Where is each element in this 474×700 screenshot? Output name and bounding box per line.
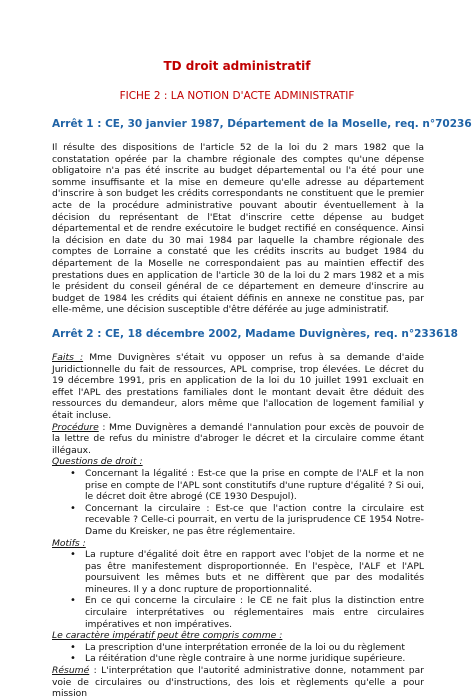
arret-1-body [52, 142, 424, 316]
arret-1-text: Il résulte des dispositions de l'article 52 de la loi du 2 mars 1982 que la constatation opérée par la chambre régionale des comptes qu'une dépense obligatoire n'a pas été inscrite au budget départemental ou l'a été pour une somme insuffisante et la mise en demeure qu'elle adresse au département d'inscrire à son budget les crédits correspondants ne constituent que le premier acte de la procédure administrative pouvant aboutir éventuellement à la décision du représentant de l'Etat d'inscrire cette dépense au budget départemental et de rendre exécutoire le budget rectifié en conséquence. Ainsi la décision en date du 30 mai 1984 par laquelle la chambre régionale des comptes de Lorraine a constaté que les crédits inscrits au budget 1984 du département de la Moselle ne correspondaient pas au maintien effectif des prestations dues en application de l'article 30 de la loi du 2 mars 1982 et a mis le président du conseil général de ce département en demeure d'inscrire au budget de 1984 les crédits qui étaient définis en annexe ne constitue pas, par elle-même, une décision susceptible d'être déférée au juge administratif. [52, 142, 424, 316]
procedure-text: : Mme Duvignères a demandé l'annulation pour excès de pouvoir de la lettre de refus du ministre d'abroger le décret et la circulaire comme étant illégaux. [52, 421, 424, 456]
document-title: TD droit administratif [163, 59, 311, 73]
list-item: • En ce qui concerne la circulaire : le CE ne fait plus la distinction entre circulaire interprétatives ou réglementaires mais entre circulaires impératives et non impératives. [85, 595, 424, 630]
list-item: • La réitération d'une règle contraire à une norme juridique supérieure. [85, 653, 424, 665]
arret-1-heading: Arrêt 1 : CE, 30 janvier 1987, Département de la Moselle, req. n°70236 [52, 118, 472, 130]
motifs-list [52, 549, 424, 630]
questions-label: Questions de droit : [52, 456, 143, 468]
resume-paragraph [52, 665, 424, 700]
motifs-label: Motifs : [52, 537, 86, 549]
list-item: • Concernant la légalité : Est-ce que la prise en compte de l'ALF et la non prise en compte de l'APL sont constitutifs d'une rupture d'égalité ? Si oui, le décret doit être abrogé (CE 1930 Despujol). [85, 468, 424, 503]
questions-list [52, 468, 424, 538]
resume-text: : L'interprétation que l'autorité administrative donne, notamment par voie de circulaires ou d'instructions, des lois et règlements qu'elle a pour mission [52, 665, 424, 700]
arret-2-body [52, 352, 424, 700]
document-subtitle: FICHE 2 : LA NOTION D'ACTE ADMINISTRATIF [119, 90, 355, 102]
resume-label: Résumé [52, 665, 90, 677]
faits-paragraph [52, 352, 424, 422]
imperatif-label: Le caractère impératif peut être compris comme : [52, 630, 283, 642]
faits-text: Mme Duvignères s'était vu opposer un refus à sa demande d'aide Juridictionnelle du fait de ressources, APL comprise, trop élevées. Le décret du 19 décembre 1991, pris en application de la loi du 10 juillet 1991 excluait en effet l'APL des prestations familiales dont le montant devait être déduit des ressources du demandeur, alors même que l'allocation de logement familial y était incluse. [52, 352, 424, 421]
procedure-paragraph [52, 422, 424, 457]
procedure-label: Procédure [52, 421, 99, 433]
list-item: • La prescription d'une interprétation erronée de la loi ou du règlement [85, 642, 424, 654]
imperatif-list [52, 642, 424, 665]
list-item: • Concernant la circulaire : Est-ce que l'action contre la circulaire est recevable ? Celle-ci pourrait, en vertu de la jurisprudence CE 1954 Notre-Dame du Kreisker, ne pas être réglementaire. [85, 503, 424, 538]
list-item: • La rupture d'égalité doit être en rapport avec l'objet de la norme et ne pas être manifestement disproportionnée. En l'espèce, l'ALF et l'APL poursuivent les mêmes buts et ne diffèrent que par des modalités mineures. Il y a donc rupture de proportionnalité. [85, 549, 424, 595]
faits-label: Faits : [52, 352, 84, 363]
arret-2-heading: Arrêt 2 : CE, 18 décembre 2002, Madame Duvignères, req. n°233618 [52, 328, 458, 340]
